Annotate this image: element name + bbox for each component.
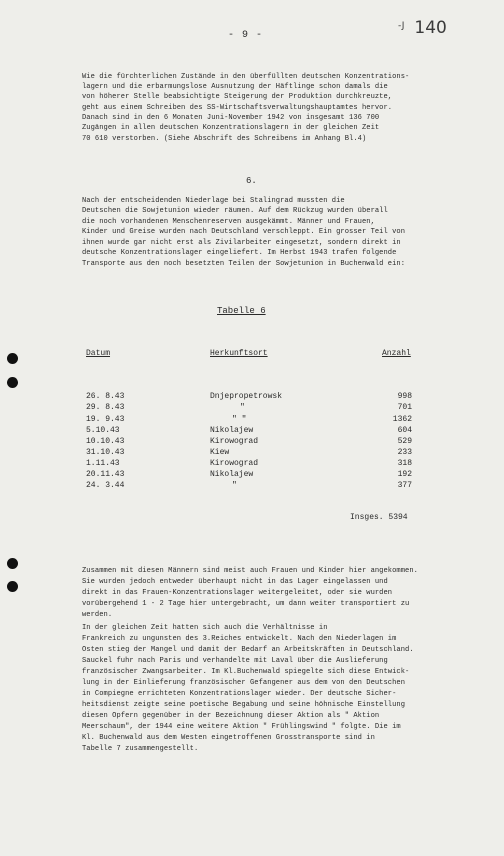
cell-origin: " [232,481,237,490]
cell-date: 20.11.43 [86,470,125,479]
text-line: Deutschen die Sowjetunion wieder räumen. Auf dem Rückzug wurden überall [82,207,388,215]
cell-origin: Kiew [210,448,230,457]
archive-number-value: 140 [414,18,447,38]
cell-origin: Kirowograd [210,437,259,446]
cell-origin: Kirowograd [210,459,259,468]
section-number: 6. [246,176,257,186]
text-line: heitsdienst zeigte seine poetische Begabung und seine höhnische Einstellung [82,701,406,709]
text-line: geht aus einem Schreiben des SS-Wirtschaftsverwaltungshauptamtes hervor. [82,104,393,112]
page-number: - 9 - [228,30,264,41]
cell-date: 1.11.43 [86,459,120,468]
text-line: lagern und die erbarmungslose Ausnutzung der Häftlinge schon damals die [82,83,388,91]
column-header-count: Anzahl [382,349,411,358]
punch-hole [7,581,18,592]
text-line: Transporte aus den noch besetzten Teilen der Sowjetunion in Buchenwald ein: [82,260,406,268]
cell-date: 10.10.43 [86,437,125,446]
text-line: Tabelle 7 zusammengestellt. [82,745,199,753]
text-line: französischer Zwangsarbeiter. Im Kl.Buchenwald spiegelte sich diese Entwick- [82,668,410,676]
text-line: Zusammen mit diesen Männern sind meist auch Frauen und Kinder hier angekommen. [82,567,418,575]
cell-origin: Nikolajew [210,470,254,479]
cell-date: 5.10.43 [86,426,120,435]
table-total: Insges. 5394 [350,513,408,522]
cell-count: 998 [397,392,412,401]
archive-mark: -J [398,21,405,31]
text-line: Frankreich zu ungunsten des 3.Reiches entwickelt. Nach den Niederlagen im [82,635,397,643]
text-line: deutsche Konzentrationslager eingeliefert. Im Herbst 1943 trafen folgende [82,249,397,257]
text-line: in Compiegne errichteten Konzentrationslager wieder. Der deutsche Sicher- [82,690,397,698]
text-line: 70 610 verstorben. (Siehe Abschrift des Schreibens im Anhang Bl.4) [82,135,367,143]
text-line: werden. [82,611,113,619]
archive-number [398,18,447,38]
text-line: Meerschaum", der 1944 eine weitere Aktion " Frühlingswind " folgte. Die im [82,723,401,731]
cell-count: 529 [397,437,412,446]
table-title: Tabelle 6 [217,306,266,316]
cell-count: 233 [397,448,412,457]
cell-origin: Dnjepropetrowsk [210,392,283,401]
text-line: Sauckel fuhr nach Paris und verhandelte mit Laval über die Auslieferung [82,657,388,665]
punch-hole [7,558,18,569]
text-line: ihnen wurde gar nicht erst als Zivilarbeiter eingesetzt, sondern direkt in [82,239,401,247]
cell-count: 318 [397,459,412,468]
text-line: direkt in das Frauen-Konzentrationslager weitergeleitet, oder sie wurden [82,589,393,597]
text-line: Nach der entscheidenden Niederlage bei Stalingrad mussten die [82,197,345,205]
text-line: Sie wurden jedoch entweder überhaupt nicht in das Lager eingelassen und [82,578,388,586]
text-line: Kl. Buchenwald aus dem Westen eingetroffenen Grosstransporte sind in [82,734,375,742]
column-header-origin: Herkunftsort [210,349,268,358]
text-line: diesen Opfern gegenüber in der Bezeichnung dieser Aktion als " Aktion [82,712,380,720]
cell-origin: " " [232,415,247,424]
text-line: Kinder und Greise wurden nach Deutschland verschleppt. Ein grosser Teil von [82,228,406,236]
text-line: Wie die fürchterlichen Zustände in den überfüllten deutschen Konzentrations- [82,73,410,81]
punch-hole [7,377,18,388]
text-line: Danach sind in den 6 Monaten Juni-November 1942 von insgesamt 136 700 [82,114,380,122]
cell-count: 1362 [392,415,412,424]
cell-origin: " [240,403,245,412]
text-line: lung in der Einlieferung französischer Gefangener aus dem von den Deutschen [82,679,406,687]
cell-date: 19. 9.43 [86,415,125,424]
text-line: Osten stieg der Mangel und damit der Bedarf an Arbeitskräften in Deutschland. [82,646,414,654]
cell-date: 26. 8.43 [86,392,125,401]
cell-count: 604 [397,426,412,435]
text-line: vorübergehend 1 - 2 Tage hier untergebracht, um dann weiter transportiert zu [82,600,410,608]
text-line: von höherer Stelle beabsichtigte Steigerung der Produktion durchkreuzte, [82,93,393,101]
cell-count: 701 [397,403,412,412]
column-header-date: Datum [86,349,111,358]
cell-count: 192 [397,470,412,479]
cell-origin: Nikolajew [210,426,254,435]
cell-date: 31.10.43 [86,448,125,457]
punch-hole [7,353,18,364]
cell-date: 24. 3.44 [86,481,125,490]
cell-count: 377 [397,481,412,490]
text-line: In der gleichen Zeit hatten sich auch die Verhältnisse in [82,624,328,632]
text-line: die noch vorhandenen Menschenreserven ausgekämmt. Männer und Frauen, [82,218,375,226]
cell-date: 29. 8.43 [86,403,125,412]
text-line: Zugängen in allen deutschen Konzentrationslagern in der gleichen Zeit [82,124,380,132]
